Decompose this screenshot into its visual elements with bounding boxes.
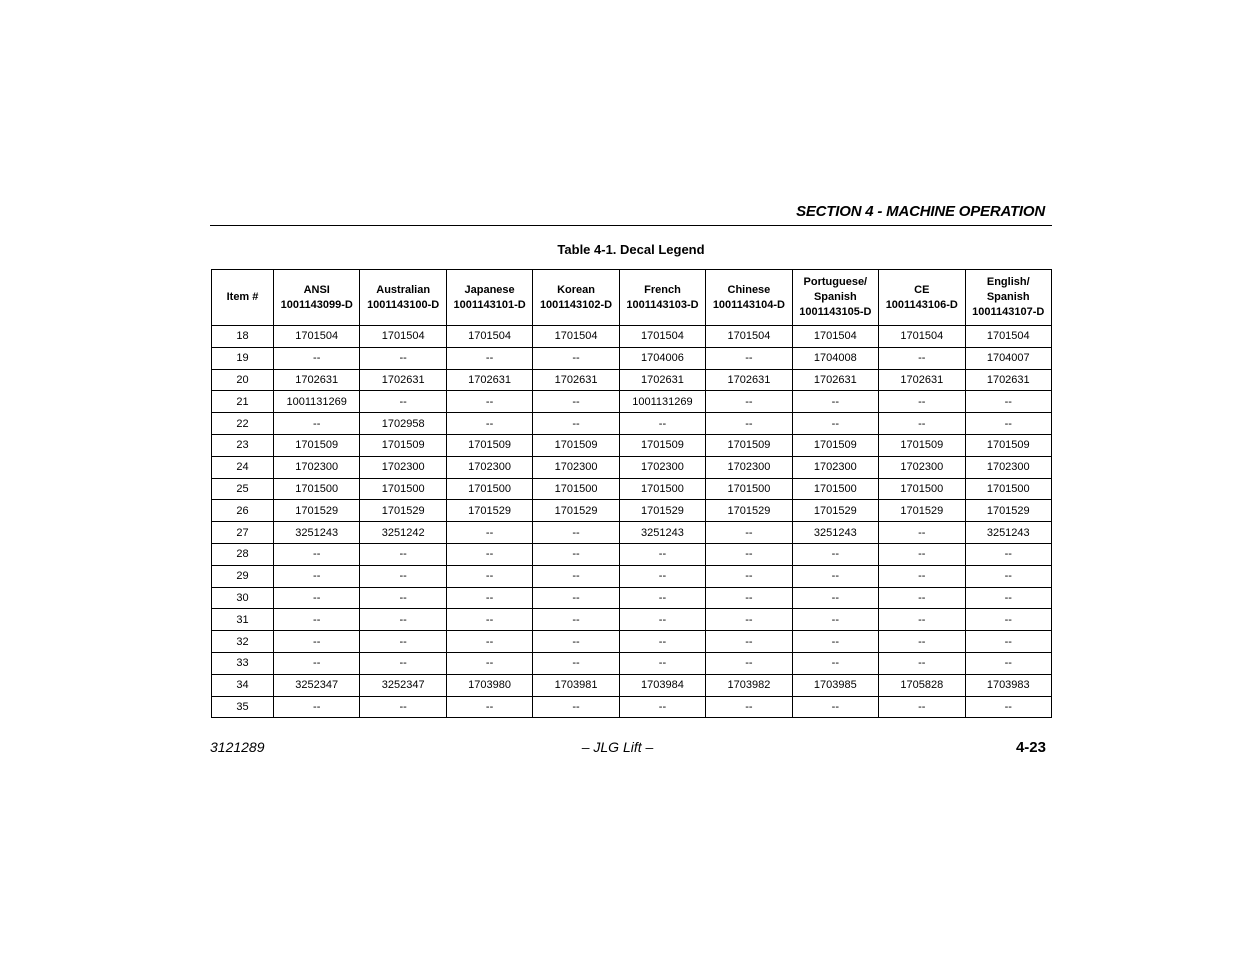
item-number-cell: 18 (212, 326, 274, 348)
column-header (212, 270, 274, 326)
part-number-cell: 1704006 (619, 347, 705, 369)
item-number-cell: 31 (212, 609, 274, 631)
part-number-cell: 1702631 (879, 369, 965, 391)
part-number-cell: -- (879, 543, 965, 565)
part-number-cell: -- (792, 587, 878, 609)
part-number-cell: -- (274, 543, 360, 565)
part-number-cell: 1701529 (360, 500, 446, 522)
column-header-line: 1001143099-D (280, 298, 353, 311)
page-number: 4-23 (1015, 739, 1046, 756)
item-number-cell: 35 (212, 696, 274, 718)
part-number-cell: 1701500 (533, 478, 619, 500)
table-row (212, 369, 1052, 391)
part-number-cell: -- (446, 696, 532, 718)
part-number-cell: 1001131269 (274, 391, 360, 413)
part-number-cell: 1701500 (274, 478, 360, 500)
part-number-cell: -- (619, 696, 705, 718)
part-number-cell: -- (446, 347, 532, 369)
column-header (446, 270, 532, 326)
part-number-cell: 1703985 (792, 674, 878, 696)
part-number-cell: 1702958 (360, 413, 446, 435)
column-header (274, 270, 360, 326)
column-header-line: French (644, 283, 681, 296)
column-header-line: 1001143103-D (626, 298, 699, 311)
column-header (706, 270, 792, 326)
part-number-cell: 1702300 (360, 456, 446, 478)
column-header-line: Chinese (727, 283, 771, 296)
part-number-cell: 1701504 (619, 326, 705, 348)
part-number-cell: -- (879, 347, 965, 369)
table-row (212, 522, 1052, 544)
part-number-cell: 1701529 (446, 500, 532, 522)
part-number-cell: 1702631 (274, 369, 360, 391)
part-number-cell: 1704007 (965, 347, 1052, 369)
part-number-cell: -- (965, 696, 1052, 718)
part-number-cell: 1702300 (533, 456, 619, 478)
part-number-cell: -- (706, 413, 792, 435)
part-number-cell: -- (533, 631, 619, 653)
part-number-cell: 3251243 (619, 522, 705, 544)
part-number-cell: 3252347 (274, 674, 360, 696)
part-number-cell: -- (360, 587, 446, 609)
part-number-cell: 1701509 (792, 434, 878, 456)
part-number-cell: 1703980 (446, 674, 532, 696)
part-number-cell: 1701529 (792, 500, 878, 522)
part-number-cell: 1704008 (792, 347, 878, 369)
part-number-cell: -- (879, 522, 965, 544)
item-number-cell: 20 (212, 369, 274, 391)
item-number-cell: 27 (212, 522, 274, 544)
part-number-cell: -- (879, 413, 965, 435)
part-number-cell: -- (274, 696, 360, 718)
part-number-cell: 1701529 (533, 500, 619, 522)
part-number-cell: 1701529 (619, 500, 705, 522)
table-row (212, 587, 1052, 609)
column-header (533, 270, 619, 326)
part-number-cell: -- (706, 696, 792, 718)
column-header (360, 270, 446, 326)
part-number-cell: -- (274, 609, 360, 631)
part-number-cell: -- (879, 609, 965, 631)
column-header-line: Item # (226, 291, 259, 303)
part-number-cell: -- (792, 696, 878, 718)
part-number-cell: -- (792, 565, 878, 587)
part-number-cell: 1701504 (965, 326, 1052, 348)
part-number-cell: -- (706, 543, 792, 565)
column-header (619, 270, 705, 326)
part-number-cell: -- (446, 631, 532, 653)
part-number-cell: -- (879, 652, 965, 674)
part-number-cell: 3252347 (360, 674, 446, 696)
column-header-line: 1001143106-D (885, 298, 958, 311)
part-number-cell: 1701509 (619, 434, 705, 456)
part-number-cell: 1701504 (792, 326, 878, 348)
item-number-cell: 28 (212, 543, 274, 565)
item-number-cell: 21 (212, 391, 274, 413)
item-number-cell: 19 (212, 347, 274, 369)
part-number-cell: -- (879, 587, 965, 609)
table-body (212, 326, 1052, 718)
item-number-cell: 30 (212, 587, 274, 609)
part-number-cell: -- (619, 413, 705, 435)
item-number-cell: 26 (212, 500, 274, 522)
part-number-cell: 1705828 (879, 674, 965, 696)
part-number-cell: 1701509 (965, 434, 1052, 456)
item-number-cell: 23 (212, 434, 274, 456)
part-number-cell: 1701509 (274, 434, 360, 456)
part-number-cell: -- (274, 652, 360, 674)
part-number-cell: -- (706, 587, 792, 609)
part-number-cell: -- (360, 391, 446, 413)
part-number-cell: -- (533, 565, 619, 587)
part-number-cell: -- (965, 413, 1052, 435)
part-number-cell: -- (274, 587, 360, 609)
part-number-cell: 1702631 (706, 369, 792, 391)
part-number-cell: 1702300 (274, 456, 360, 478)
column-header-line: 1001143104-D (712, 298, 785, 311)
decal-legend-table (211, 269, 1052, 718)
column-header-line: CE (914, 283, 930, 296)
table-row (212, 413, 1052, 435)
part-number-cell: -- (533, 543, 619, 565)
part-number-cell: -- (274, 347, 360, 369)
part-number-cell: 1701504 (879, 326, 965, 348)
part-number-cell: -- (533, 652, 619, 674)
part-number-cell: -- (446, 413, 532, 435)
column-header-line: Korean (557, 283, 595, 296)
part-number-cell: 1701504 (706, 326, 792, 348)
part-number-cell: 1703982 (706, 674, 792, 696)
header-row (212, 270, 1052, 326)
header-rule (210, 225, 1052, 226)
part-number-cell: -- (706, 522, 792, 544)
column-header-line: ANSI (303, 283, 330, 296)
part-number-cell: -- (965, 631, 1052, 653)
part-number-cell: -- (792, 609, 878, 631)
part-number-cell: -- (533, 587, 619, 609)
item-number-cell: 22 (212, 413, 274, 435)
part-number-cell: 1701504 (533, 326, 619, 348)
footer-brand: – JLG Lift – (581, 739, 654, 755)
part-number-cell: -- (879, 565, 965, 587)
part-number-cell: 1701500 (446, 478, 532, 500)
item-number-cell: 29 (212, 565, 274, 587)
part-number-cell: -- (360, 347, 446, 369)
part-number-cell: -- (446, 543, 532, 565)
column-header-line: Spanish (813, 291, 857, 303)
column-header (965, 270, 1052, 326)
section-title: SECTION 4 - MACHINE OPERATION (796, 203, 1045, 220)
part-number-cell: 1702300 (965, 456, 1052, 478)
part-number-cell: -- (965, 543, 1052, 565)
part-number-cell: -- (792, 543, 878, 565)
item-number-cell: 34 (212, 674, 274, 696)
part-number-cell: 3251243 (965, 522, 1052, 544)
part-number-cell: -- (792, 652, 878, 674)
table-row (212, 326, 1052, 348)
part-number-cell: 1701504 (446, 326, 532, 348)
part-number-cell: -- (965, 587, 1052, 609)
part-number-cell: -- (446, 587, 532, 609)
part-number-cell: 1701529 (965, 500, 1052, 522)
part-number-cell: 1701500 (619, 478, 705, 500)
part-number-cell: 1702631 (533, 369, 619, 391)
part-number-cell: 1701500 (706, 478, 792, 500)
part-number-cell: 1701529 (274, 500, 360, 522)
table-row (212, 500, 1052, 522)
part-number-cell: -- (619, 631, 705, 653)
table-caption: Table 4-1. Decal Legend (557, 242, 705, 257)
item-number-cell: 33 (212, 652, 274, 674)
table-row (212, 391, 1052, 413)
part-number-cell: 1701504 (360, 326, 446, 348)
part-number-cell: -- (533, 522, 619, 544)
part-number-cell: -- (965, 652, 1052, 674)
table-header (212, 270, 1052, 326)
part-number-cell: -- (360, 696, 446, 718)
part-number-cell: -- (792, 631, 878, 653)
table-row (212, 652, 1052, 674)
table-row (212, 456, 1052, 478)
column-header-line: 1001143101-D (453, 298, 526, 311)
part-number-cell: -- (446, 522, 532, 544)
item-number-cell: 25 (212, 478, 274, 500)
part-number-cell: 1703983 (965, 674, 1052, 696)
part-number-cell: -- (619, 565, 705, 587)
part-number-cell: -- (533, 609, 619, 631)
column-header-line: 1001143107-D (972, 306, 1045, 318)
part-number-cell: 1702631 (446, 369, 532, 391)
part-number-cell: 1701509 (360, 434, 446, 456)
part-number-cell: -- (879, 696, 965, 718)
part-number-cell: -- (360, 652, 446, 674)
part-number-cell: 1702631 (619, 369, 705, 391)
part-number-cell: 1702631 (792, 369, 878, 391)
part-number-cell: -- (792, 413, 878, 435)
part-number-cell: -- (446, 565, 532, 587)
part-number-cell: -- (619, 652, 705, 674)
part-number-cell: 1701509 (533, 434, 619, 456)
part-number-cell: -- (619, 587, 705, 609)
part-number-cell: -- (533, 391, 619, 413)
table-row (212, 347, 1052, 369)
part-number-cell: 1702300 (879, 456, 965, 478)
part-number-cell: -- (360, 631, 446, 653)
part-number-cell: 1701500 (879, 478, 965, 500)
table-row (212, 609, 1052, 631)
part-number-cell: 1701504 (274, 326, 360, 348)
part-number-cell: 1701529 (706, 500, 792, 522)
part-number-cell: 1701500 (965, 478, 1052, 500)
part-number-cell: -- (706, 347, 792, 369)
part-number-cell: 1701500 (792, 478, 878, 500)
part-number-cell: -- (619, 543, 705, 565)
table-row (212, 478, 1052, 500)
column-header-line: Japanese (464, 283, 515, 296)
part-number-cell: -- (446, 609, 532, 631)
part-number-cell: -- (792, 391, 878, 413)
item-number-cell: 24 (212, 456, 274, 478)
table-row (212, 674, 1052, 696)
part-number-cell: 1702631 (360, 369, 446, 391)
part-number-cell: 1001131269 (619, 391, 705, 413)
part-number-cell: 1701500 (360, 478, 446, 500)
part-number-cell: -- (533, 413, 619, 435)
part-number-cell: -- (706, 391, 792, 413)
part-number-cell: -- (879, 631, 965, 653)
column-header-line: 1001143105-D (799, 306, 872, 318)
part-number-cell: -- (360, 609, 446, 631)
part-number-cell: 1701509 (706, 434, 792, 456)
part-number-cell: -- (274, 631, 360, 653)
part-number-cell: -- (965, 609, 1052, 631)
part-number-cell: -- (965, 565, 1052, 587)
part-number-cell: 1703984 (619, 674, 705, 696)
table-row (212, 696, 1052, 718)
part-number-cell: 1701529 (879, 500, 965, 522)
part-number-cell: -- (619, 609, 705, 631)
column-header-line: 1001143102-D (539, 298, 613, 311)
part-number-cell: 1702300 (706, 456, 792, 478)
item-number-cell: 32 (212, 631, 274, 653)
part-number-cell: 1702631 (965, 369, 1052, 391)
part-number-cell: -- (706, 609, 792, 631)
part-number-cell: -- (879, 391, 965, 413)
part-number-cell: -- (446, 391, 532, 413)
column-header-line: Spanish (986, 291, 1030, 303)
part-number-cell: -- (533, 347, 619, 369)
column-header (792, 270, 878, 326)
doc-number: 3121289 (210, 739, 265, 755)
column-header-line: 1001143100-D (367, 298, 440, 311)
table-row (212, 434, 1052, 456)
part-number-cell: 3251243 (274, 522, 360, 544)
part-number-cell: -- (360, 565, 446, 587)
part-number-cell: -- (706, 565, 792, 587)
column-header-line: Portuguese/ (803, 276, 868, 288)
part-number-cell: -- (446, 652, 532, 674)
column-header-line: English/ (986, 276, 1030, 288)
part-number-cell: -- (274, 413, 360, 435)
table-row (212, 631, 1052, 653)
part-number-cell: 1702300 (792, 456, 878, 478)
part-number-cell: -- (360, 543, 446, 565)
part-number-cell: -- (706, 652, 792, 674)
table-row (212, 565, 1052, 587)
part-number-cell: 3251242 (360, 522, 446, 544)
part-number-cell: -- (965, 391, 1052, 413)
part-number-cell: 1702300 (619, 456, 705, 478)
part-number-cell: -- (533, 696, 619, 718)
part-number-cell: 1703981 (533, 674, 619, 696)
part-number-cell: -- (274, 565, 360, 587)
column-header (879, 270, 965, 326)
column-header-line: Australian (376, 283, 431, 296)
part-number-cell: 1701509 (879, 434, 965, 456)
part-number-cell: -- (706, 631, 792, 653)
table-row (212, 543, 1052, 565)
part-number-cell: 3251243 (792, 522, 878, 544)
part-number-cell: 1702300 (446, 456, 532, 478)
part-number-cell: 1701509 (446, 434, 532, 456)
